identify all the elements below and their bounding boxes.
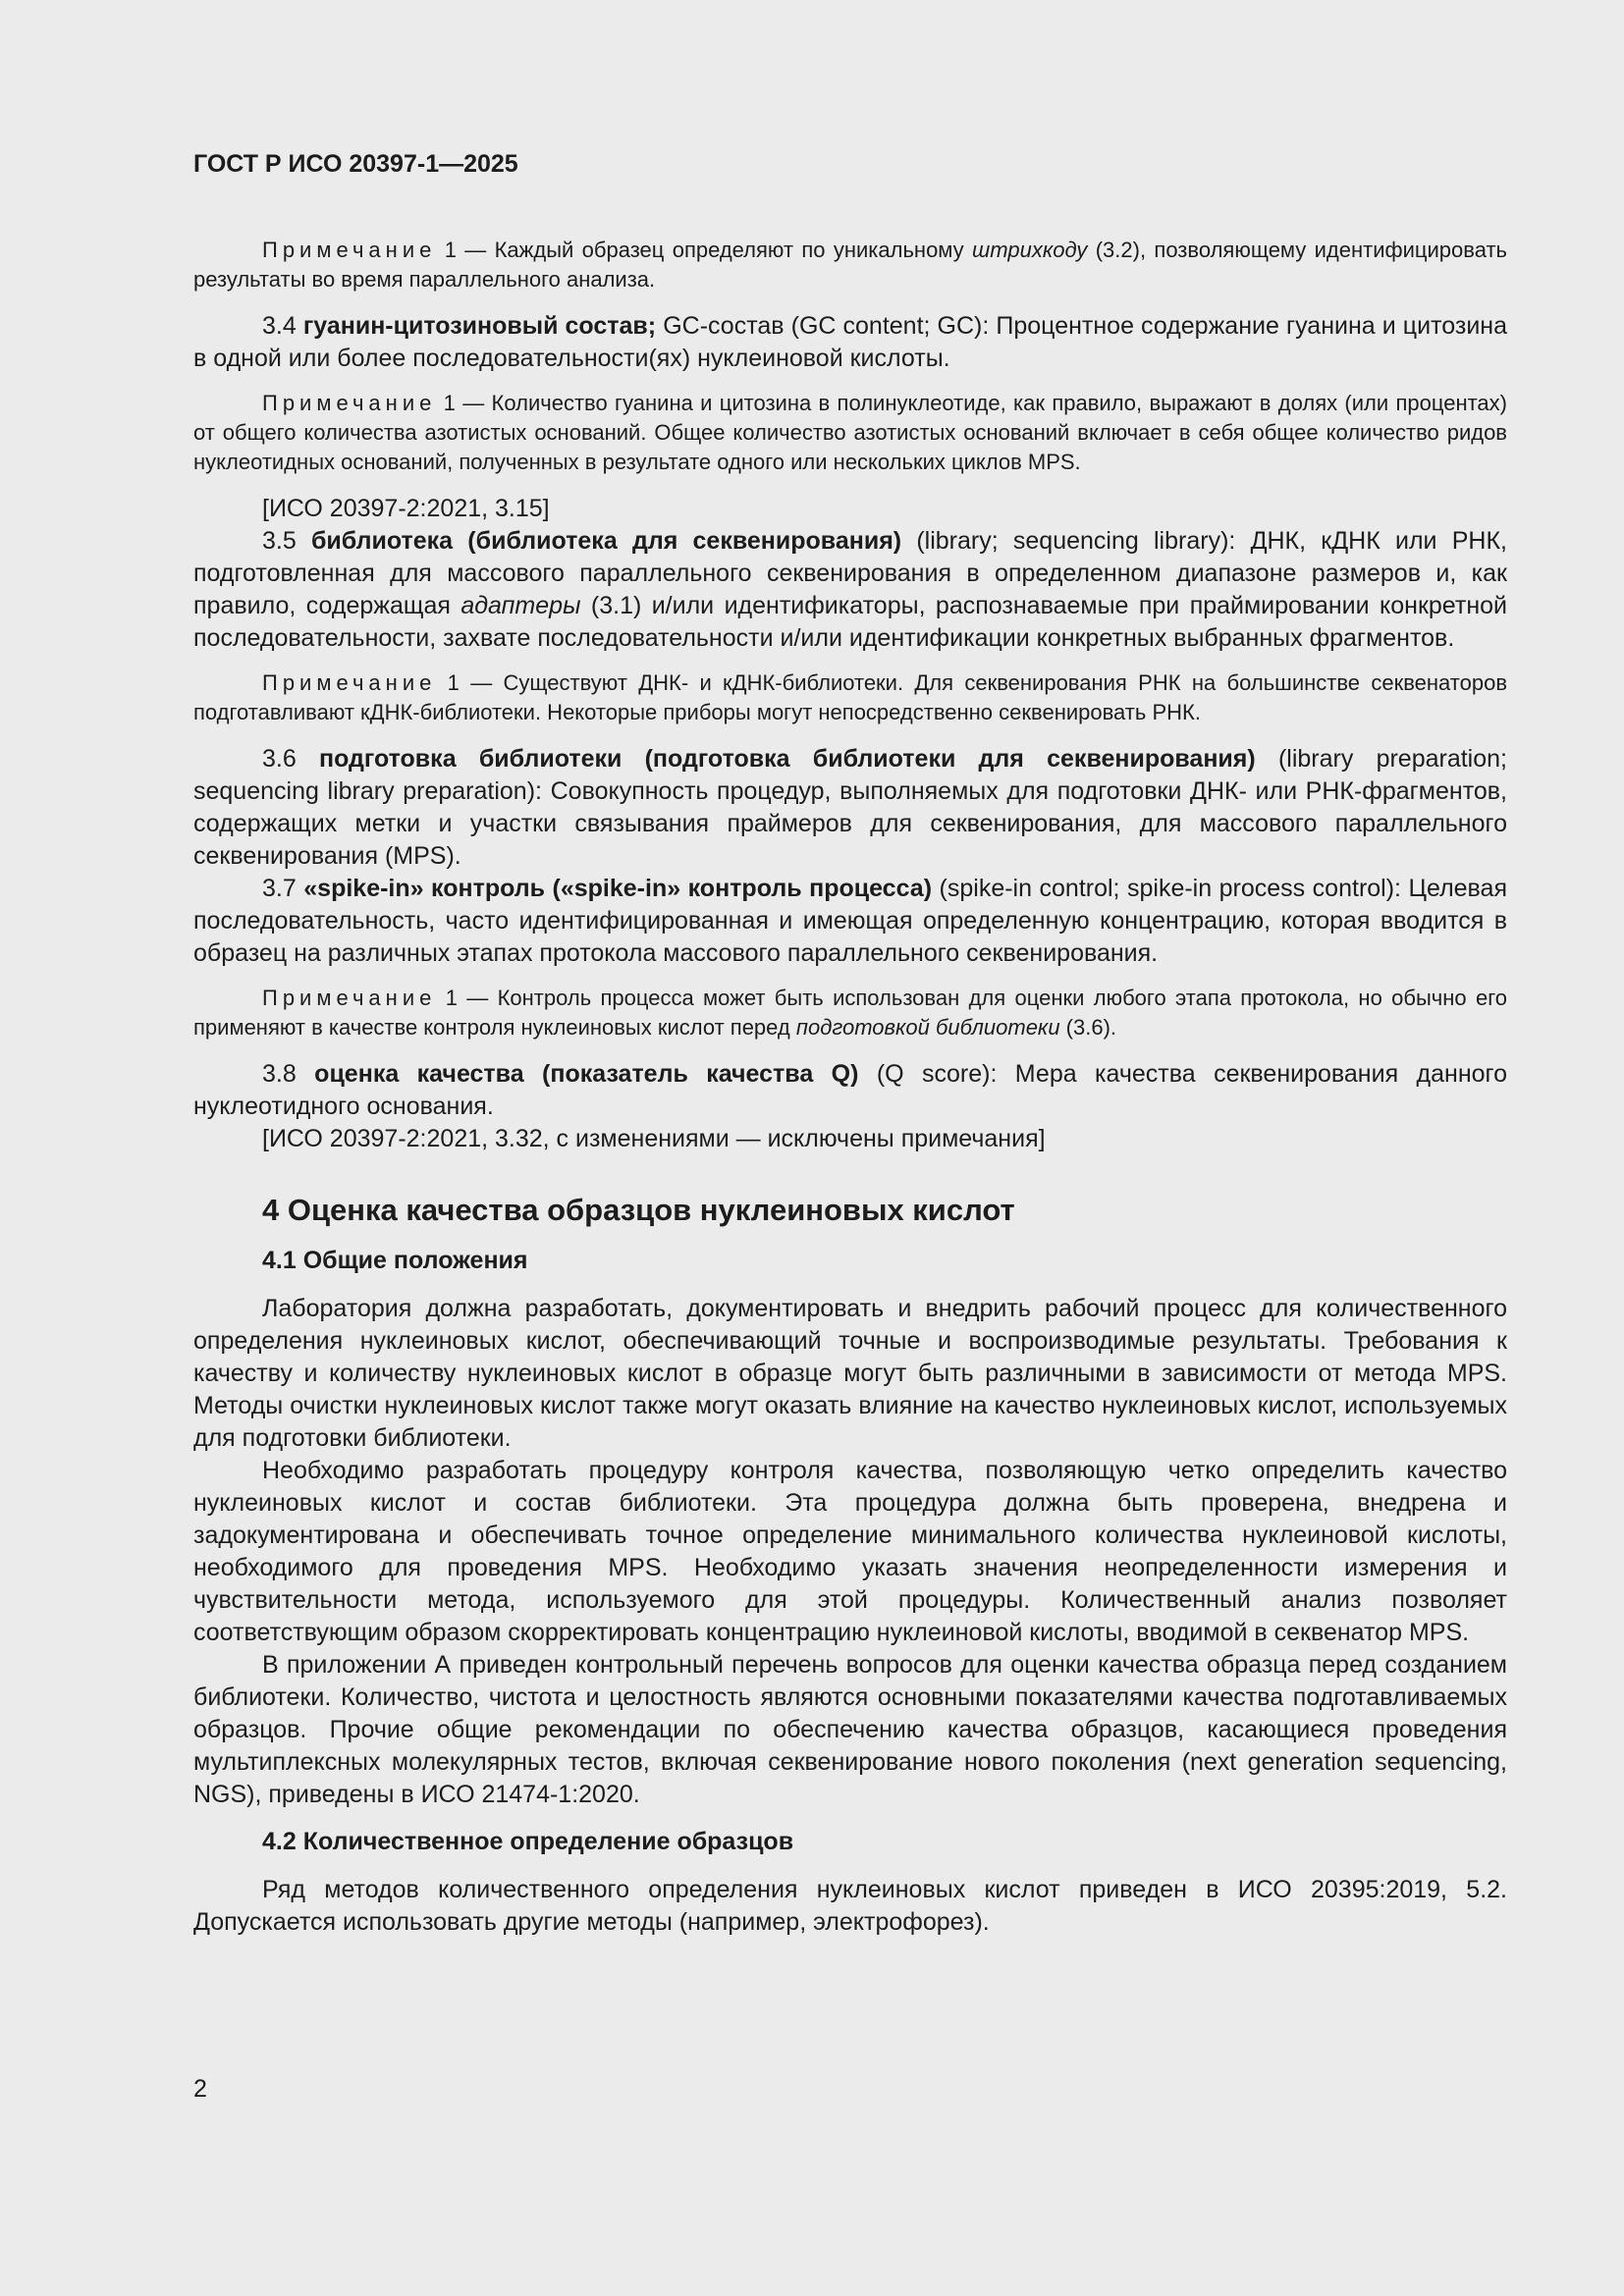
term-3-5: 3.5 библиотека (библиотека для секвенирования) (library; sequencing library): ДНК, кДНК или РНК, подготовленная для массового параллельного секвенирования в определенном диапазоне размеров и, как правило, содержащая адаптеры (3.1) и/или идентификаторы, распознаваемые при праймировании конкретной последовательности, захвате последовательности и/или идентификации конкретных выбранных фрагментов. <box>193 527 1507 652</box>
note-barcode: Примечание 1 — Каждый образец определяют по уникальному штрихкоду (3.2), позволяющему идентифицировать результаты во время параллельного анализа. <box>193 238 1507 292</box>
note-label: Примечание <box>262 670 437 695</box>
term-3-6: 3.6 подготовка библиотеки (подготовка библиотеки для секвенирования) (library preparation; sequencing library preparation): Совокупность процедур, выполняемых для подготовки ДНК- или РНК-фрагментов, содержащих метки и участки связывания праймеров для секвенирования, для массового параллельного секвенирования (MPS). <box>193 745 1507 870</box>
section-4-1-heading: 4.1 Общие положения <box>262 1247 528 1274</box>
term-name: оценка качества (показатель качества Q) <box>314 1060 859 1088</box>
term-reference: подготовкой библиотеки <box>795 1015 1060 1040</box>
page-number: 2 <box>193 2075 207 2103</box>
term-name: подготовка библиотеки (подготовка библиотеки для секвенирования) <box>318 745 1256 773</box>
term-name: «spike-in» контроль («spike-in» контроль процесса) <box>303 875 933 902</box>
note-gc-content: Примечание 1 — Количество гуанина и цитозина в полинуклеотиде, как правило, выражают в долях (или процентах) от общего количества азотистых оснований. Общее количество азотистых оснований включает в себя общее количество ридов нуклеотидных оснований, полученных в результате одного или нескольких циклов MPS. <box>193 391 1507 474</box>
section-4-heading: 4 Оценка качества образцов нуклеиновых кислот <box>262 1193 1015 1227</box>
section-4-2-heading: 4.2 Количественное определение образцов <box>262 1828 794 1855</box>
term-3-4: 3.4 гуанин-цитозиновый состав; GC-состав (GC content; GC): Процентное содержание гуанина и цитозина в одной или более последовательности(ях) нуклеиновой кислоты. <box>193 312 1507 372</box>
term-name: библиотека (библиотека для секвенирования) <box>310 527 902 555</box>
note-label: Примечание <box>262 986 437 1010</box>
note-spike-in: Примечание 1 — Контроль процесса может быть использован для оценки любого этапа протокола, но обычно его применяют в качестве контроля нуклеиновых кислот перед подготовкой библиотеки (3.6). <box>193 986 1507 1040</box>
page-content <box>193 147 1507 1939</box>
term-source-3-8: [ИСО 20397-2:2021, 3.32, с изменениями — исключены примечания] <box>262 1125 1046 1152</box>
paragraph: Ряд методов количественного определения нуклеиновых кислот приведен в ИСО 20395:2019, 5.2. Допускается использовать другие методы (например, электрофорез). <box>193 1876 1507 1936</box>
paragraph: В приложении А приведен контрольный перечень вопросов для оценки качества образца перед созданием библиотеки. Количество, чистота и целостность являются основными показателями качества подготавливаемых образцов. Прочие общие рекомендации по обеспечению качества образцов, касающиеся проведения мультиплексных молекулярных тестов, включая секвенирование нового поколения (next generation sequencing, NGS), приведены в ИСО 21474-1:2020. <box>193 1651 1507 1808</box>
term-reference: штрихкоду <box>972 238 1088 262</box>
term-3-7: 3.7 «spike-in» контроль («spike-in» контроль процесса) (spike-in control; spike-in process control): Целевая последовательность, часто идентифицированная и имеющая определенную концентрацию, которая вводится в образец на различных этапах протокола массового параллельного секвенирования. <box>193 875 1507 967</box>
paragraph: Необходимо разработать процедуру контроля качества, позволяющую четко определить качество нуклеиновых кислот и состав библиотеки. Эта процедура должна быть проверена, внедрена и задокументирована и обеспечивать точное определение минимального количества нуклеиновой кислоты, необходимого для проведения MPS. Необходимо указать значения неопределенности измерения и чувствительности метода, используемого для этой процедуры. Количественный анализ позволяет соответствующим образом скорректировать концентрацию нуклеиновой кислоты, вводимой в секвенатор MPS. <box>193 1457 1507 1646</box>
paragraph: Лаборатория должна разработать, документировать и внедрить рабочий процесс для количественного определения нуклеиновых кислот, обеспечивающий точные и воспроизводимые результаты. Требования к качеству и количеству нуклеиновых кислот в образце могут быть различными в зависимости от метода MPS. Методы очистки нуклеиновых кислот также могут оказать влияние на качество нуклеиновых кислот, используемых для подготовки библиотеки. <box>193 1295 1507 1452</box>
note-library: Примечание 1 — Существуют ДНК- и кДНК-библиотеки. Для секвенирования РНК на большинстве секвенаторов подготавливают кДНК-библиотеки. Некоторые приборы могут непосредственно секвенировать РНК. <box>193 670 1508 724</box>
term-source-3-4: [ИСО 20397-2:2021, 3.15] <box>262 495 550 522</box>
document-header: ГОСТ Р ИСО 20397-1—2025 <box>193 150 518 178</box>
term-name: гуанин-цитозиновый состав; <box>302 312 657 340</box>
note-label: Примечание <box>262 238 437 262</box>
note-label: Примечание <box>262 391 437 415</box>
term-reference: адаптеры <box>460 592 581 619</box>
term-3-8: 3.8 оценка качества (показатель качества Q) (Q score): Мера качества секвенирования данного нуклеотидного основания. <box>193 1060 1508 1120</box>
